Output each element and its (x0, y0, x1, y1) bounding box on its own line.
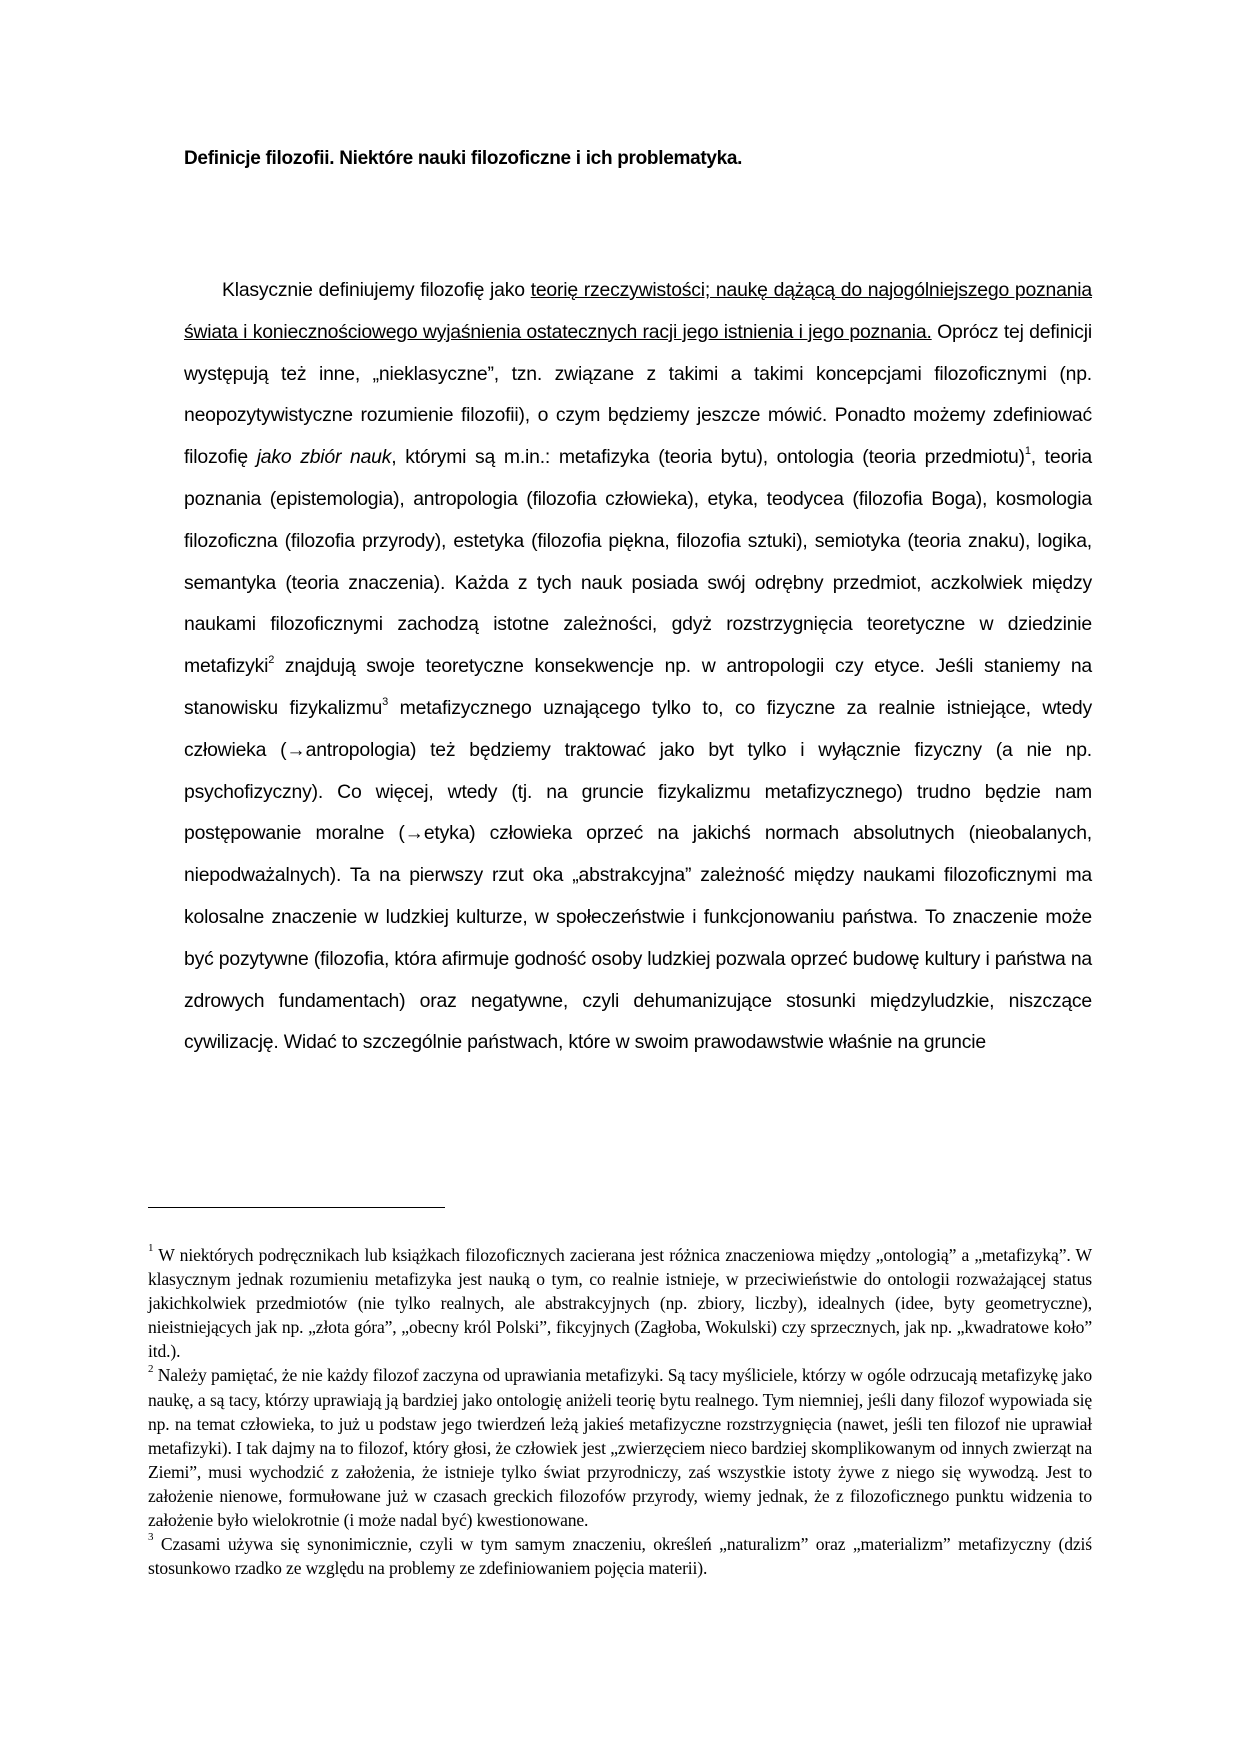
footnote-text-1: W niektórych podręcznikach lub książkach filozoficznych zacierana jest różnica znaczeniowa między „ontologią” a „metafizyką”. W klasycznym jednak rozumieniu metafizyka jest nauką o tym, co realnie istnieje, w przeciwieństwie do ontologii rozważającej status jakichkolwiek przedmiotów (nie tylko realnych, ale abstrakcyjnych (np. zbiory, liczby), idealnych (idee, byty geometryczne), nieistniejących jak np. „złota góra”, „obecny król Polski”, fikcyjnych (Zagłoba, Wokulski) czy sprzecznych, jak np. „kwadratowe koło” itd.). (148, 1245, 1092, 1362)
footnote-ref-2[interactable]: 2 (268, 653, 275, 666)
footnote-separator (148, 1207, 445, 1208)
paragraph-list-rest: , teoria poznania (epistemologia), antropologia (filozofia człowieka), etyka, teodycea (filozofia Boga), kosmologia filozoficzna (filozofia przyrody), estetyka (filozofia piękna, filozofia sztuki), semiotyka (teoria znaku), logika, semantyka (teoria znaczenia). Każda z tych nauk posiada swój odrębny przedmiot, aczkolwiek między naukami filozoficznymi zachodzą istotne zależności, gdyż rozstrzygnięcia teoretyczne w dziedzinie metafizyki (184, 446, 1092, 678)
paragraph-intro: Klasycznie definiujemy filozofię jako (222, 279, 531, 301)
main-paragraph (184, 270, 1092, 1064)
footnote-1 (148, 1243, 1092, 1363)
footnote-ref-3[interactable]: 3 (382, 695, 389, 708)
footnote-number-3: 3 (148, 1531, 154, 1544)
document-title: Definicje filozofii. Niektóre nauki filozoficzne i ich problematyka. (184, 148, 743, 169)
footnote-3 (148, 1532, 1092, 1580)
paragraph-after-definition: Oprócz tej definicji występują też inne, „nieklasyczne”, tzn. związane z takimi a takimi koncepcjami filozoficznymi (np. neopozytywistyczne rozumienie filozofii), o czym będziemy jeszcze mówić. Ponadto możemy zdefiniować filozofię (184, 320, 1093, 469)
footnote-number-2: 2 (148, 1362, 154, 1375)
footnote-text-3: Czasami używa się synonimicznie, czyli w tym samym znaczeniu, określeń „naturalizm” oraz „materializm” metafizyczny (dziś stosunkowo rzadko ze względu na problemy ze zdefiniowaniem pojęcia materii). (148, 1534, 1092, 1579)
footnote-number-1: 1 (148, 1242, 154, 1255)
footnotes (148, 1243, 1092, 1580)
footnote-ref-1[interactable]: 1 (1024, 444, 1031, 457)
paragraph-rest: metafizycznego uznającego tylko to, co fizyczne za realnie istniejące, wtedy człowieka (→antropologia) też będziemy traktować jako byt tylko i wyłącznie fizyczny (a nie np. psychofizyczny). Co więcej, wtedy (tj. na gruncie fizykalizmu metafizycznego) trudno będzie nam postępowanie moralne (→etyka) człowieka oprzeć na jakichś normach absolutnych (nieobalanych, niepodważalnych). Ta na pierwszy rzut oka „abstrakcyjna” zależność między naukami filozoficznymi ma kolosalne znaczenie w ludzkiej kulturze, w społeczeństwie i funkcjonowaniu państwa. To znaczenie może być pozytywne (filozofia, która afirmuje godność osoby ludzkiej pozwala oprzeć budowę kultury i państwa na zdrowych fundamentach) oraz negatywne, czyli dehumanizujące stosunki międzyludzkie, niszczące cywilizację. Widać to szczególnie państwach, które w swoim prawodawstwie właśnie na gruncie (184, 696, 1093, 1054)
definition-underlined: teorię rzeczywistości; naukę dążącą do najogólniejszego poznania świata i koniecznościowego wyjaśnienia ostatecznych racji jego istnienia i jego poznania. (184, 279, 1092, 343)
paragraph-consequences: znajdują swoje teoretyczne konsekwencje np. w antropologii czy etyce. Jeśli staniemy na stanowisku fizykalizmu (184, 655, 1092, 719)
footnote-text-2: Należy pamiętać, że nie każdy filozof zaczyna od uprawiania metafizyki. Są tacy myśliciele, którzy w ogóle odrzucają metafizykę jako naukę, a są tacy, którzy uprawiają ją bardziej jako ontologię aniżeli teorię bytu realnego. Tym niemniej, jeśli dany filozof wypowiada się np. na temat człowieka, to już u podstaw jego twierdzeń leżą jakieś metafizyczne rozstrzygnięcia (nawet, jeśli ten filozof nie uprawiał metafizyki). I tak dajmy na to filozof, który głosi, że człowiek jest „zwierzęciem nieco bardziej skomplikowanym od innych zwierząt na Ziemi”, musi wychodzić z założenia, że istnieje tylko świat przyrodniczy, zaś wszystkie istoty żywe z niego się wywodzą. Jest to założenie nienowe, formułowane już w czasach greckich filozofów przyrody, wiemy jednak, że z filozoficznego punktu widzenia to założenie było wielokrotnie (i może nadal być) kwestionowane. (148, 1365, 1092, 1531)
footnote-2 (148, 1363, 1092, 1532)
paragraph-italic-phrase: jako zbiór nauk (256, 446, 392, 469)
paragraph-list-start: , którymi są m.in.: metafizyka (teoria bytu), ontologia (teoria przedmiotu) (391, 446, 1025, 469)
